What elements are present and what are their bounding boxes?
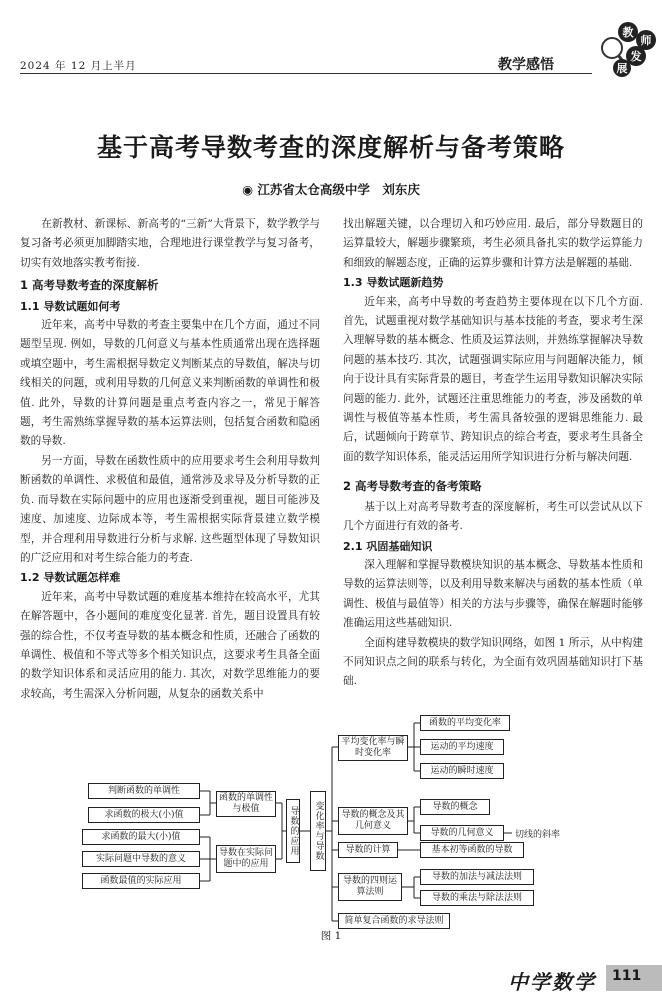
right-column xyxy=(343,215,643,692)
paragraph: 找出解题关键，以合理切入和巧妙应用. 最后，部分导数题目的运算量较大，解题步骤繁琐，考生必须具备扎实的数学运算能力和细致的解题态度，正确的运算步骤和计算方法是解题的基础. xyxy=(343,218,643,269)
section-badge-icon xyxy=(592,18,658,82)
badge-char-1: 教 xyxy=(622,26,634,39)
map-node: 简单复合函数的求导法则 xyxy=(338,913,450,929)
paragraph: 近年来，高考中导数试题的难度基本维持在较高水平，尤其在解答题中，各小题间的难度变化显著. 首先，题目设置具有较强的综合性，不仅考查导数的基本概念和性质，还融合了函数的单调性、极值和不等式等多个相关知识点，这要求考生具备全面的数学知识体系和灵活应用的能力. 其次，对数学思维能力的要求较高，考生需深入分析问题，从复杂的函数关系中 xyxy=(20,590,320,700)
paragraph: 另一方面，导数在函数性质中的应用要求考生会利用导数判断函数的单调性、求极值和最值，通常涉及求导及分析导数的正负. 而导数在实际问题中的应用也逐渐受到重视，题目可能涉及速度、加速度、边际成本等，考生需根据实际背景建立数学模型，并合理利用导数进行分析与求解. 这些题型体现了导数知识的广泛应用和对考生综合能力的考查. xyxy=(20,454,320,564)
issue-date: 2024 年 12 月上半月 xyxy=(20,60,137,72)
section-1-heading: 1 高考导数考查的深度解析 xyxy=(20,278,159,293)
badge-char-4: 展 xyxy=(616,62,628,75)
map-node: 导数的应用 xyxy=(286,799,300,863)
map-node: 导数的乘法与除法法则 xyxy=(420,890,534,906)
figure-caption: 图 1 xyxy=(320,930,342,942)
map-node: 函数的平均变化率 xyxy=(420,715,510,731)
section-1-3-heading: 1.3 导数试题新趋势 xyxy=(343,276,444,290)
map-node: 导数的四则运算法则 xyxy=(338,873,402,901)
map-node: 导数的计算 xyxy=(338,842,398,858)
map-node: 函数的单调性与极值 xyxy=(216,791,276,817)
map-node: 求函数的最大(小)值 xyxy=(82,829,200,845)
map-node: 基本初等函数的导数 xyxy=(420,842,524,858)
map-node: 导数的加法与减法法则 xyxy=(420,869,534,885)
map-node: 判断函数的单调性 xyxy=(88,783,200,799)
map-node: 函数最值的实际应用 xyxy=(82,873,200,889)
map-node-text: 切线的斜率 xyxy=(515,830,561,840)
section-1-1-heading: 1.1 导数试题如何考 xyxy=(20,299,121,313)
paragraph: 基于以上对高考导数考查的深度解析，考生可以尝试从以下几个方面进行有效的备考. xyxy=(343,500,643,533)
map-node: 导数的概念及其几何意义 xyxy=(338,807,408,835)
map-node: 实际问题中导数的意义 xyxy=(82,851,200,867)
badge-char-2: 师 xyxy=(640,34,652,47)
paragraph: 全面构建导数模块的数学知识网络，如图 1 所示，从中构建不同知识点之间的联系与转化，为全面有效巩固基础知识打下基础. xyxy=(343,636,643,688)
section-2-1-heading: 2.1 巩固基础知识 xyxy=(343,539,433,553)
map-node: 变化率与导数 xyxy=(310,791,326,871)
map-node: 导数在实际问题中的应用 xyxy=(216,845,276,873)
section-1-2-heading: 1.2 导数试题怎样难 xyxy=(20,571,121,585)
journal-logo: 中学数学 xyxy=(508,970,596,994)
article-title: 基于高考导数考查的深度解析与备考策略 xyxy=(96,133,565,162)
paragraph: 深入理解和掌握导数模块知识的基本概念、导数基本性质和导数的运算法则等，以及利用导数来解决与函数的基本性质（单调性、极值与最值等）相关的方法与步骤等，确保在解题时能够准确运用这些基础知识. xyxy=(343,558,643,630)
map-node: 平均变化率与瞬时变化率 xyxy=(338,735,408,761)
page-number: 111 xyxy=(612,968,642,984)
intro-paragraph: 在新教材、新课标、新高考的“三新”大背景下，数学教学与复习备考必须更加脚踏实地，合理地进行课堂教学与复习备考，切实有效地落实教考衔接. xyxy=(20,218,320,269)
map-node: 导数的几何意义 xyxy=(420,825,504,841)
paragraph: 近年来，高考中导数的考查趋势主要体现在以下几个方面. 首先，试题重视对数学基础知识与基本技能的考查，要求考生深入理解导数的基本概念、性质及运算法则，并熟练掌握解决导数问题的基本技巧. 其次，试题强调实际应用与问题解决能力，倾向于设计具有实际背景的题目，考查学生运用导数知识解决实际问题的能力. 此外，试题还注重思维能力的考查，涉及函数的单调性与极值等基本性质，考生需具备较强的逻辑思维能力. 最后，试题倾向于跨章节、跨知识点的综合考查，要求考生具备全面的数学知识体系，能灵活运用所学知识进行分析与解决问题. xyxy=(343,295,643,463)
knowledge-map-figure xyxy=(20,715,642,940)
section-label: 教学感悟 xyxy=(498,57,554,73)
left-column xyxy=(20,215,320,704)
paragraph: 近年来，高考中导数的考查主要集中在几个方面，通过不同题型呈现. 例如，导数的几何意义与基本性质通常出现在选择题或填空题中，考生需根据导数定义判断某点的导数值，解决与切线相关的问题，或利用导数的几何意义来判断函数的单调性和极值. 此外，导数的计算问题是重点考查内容之一，常见于解答题，考生需熟练掌握导数的基本运算法则，包括复合函数和隐函数的导数. xyxy=(20,319,320,448)
section-2-heading: 2 高考导数考查的备考策略 xyxy=(343,479,482,494)
map-node: 求函数的极大(小)值 xyxy=(88,807,200,823)
map-node: 运动的瞬时速度 xyxy=(420,763,504,779)
map-node: 导数的概念 xyxy=(420,799,490,815)
map-node: 运动的平均速度 xyxy=(420,739,504,755)
author-byline: ◉ 江苏省太仓高级中学 刘东庆 xyxy=(242,182,420,197)
badge-char-3: 发 xyxy=(630,50,642,63)
